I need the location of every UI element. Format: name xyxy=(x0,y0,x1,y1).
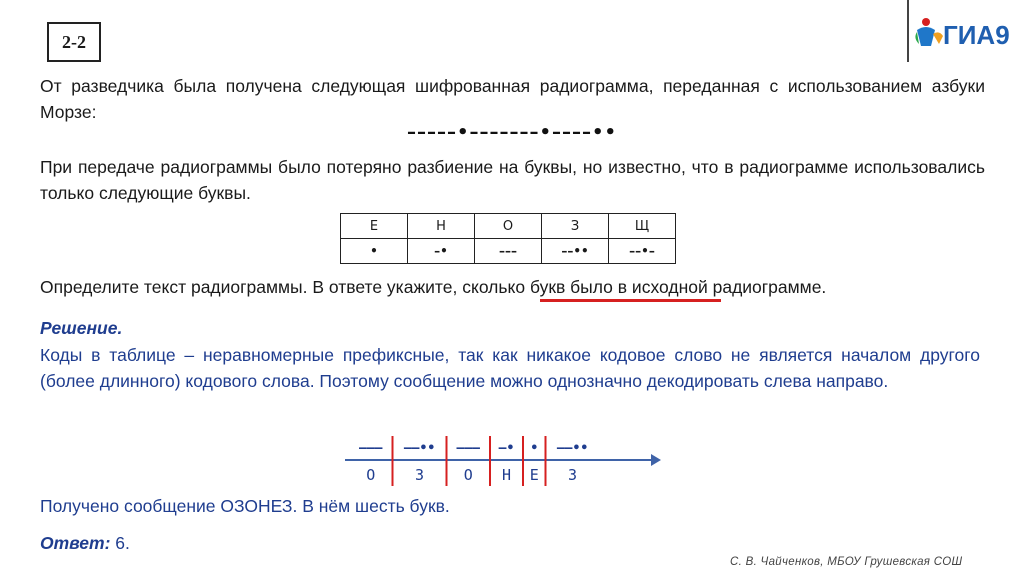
highlight-underline xyxy=(540,299,721,302)
decoding-diagram xyxy=(345,434,665,488)
segment-code: ––•• xyxy=(403,441,436,456)
table-cell-letter: Е xyxy=(341,214,408,239)
table-cell-letter: З xyxy=(542,214,609,239)
solution-title: Решение. xyxy=(40,318,123,338)
table-row-letters xyxy=(341,214,676,239)
morse-message: –––––•–––––––•––––•• xyxy=(406,122,618,143)
gia9-logo xyxy=(905,0,1024,62)
table-row-codes xyxy=(341,239,676,264)
segment-code: ––– xyxy=(456,441,480,456)
segment-letter: З xyxy=(414,466,425,484)
logo-text: ГИА9 xyxy=(943,20,1010,50)
question-text-before: Определите текст радиограммы. В ответе укажите, xyxy=(40,277,463,297)
segment-letter: Н xyxy=(501,466,512,484)
segment-letter: З xyxy=(567,466,578,484)
table-cell-code: –• xyxy=(408,239,475,264)
question-text-after: в исходной радиограмме. xyxy=(612,277,827,297)
segment-code: ––•• xyxy=(556,441,589,456)
segment-letter: О xyxy=(366,466,376,484)
decode-arrow-head xyxy=(651,454,661,466)
table-cell-letter: Щ xyxy=(609,214,676,239)
solution-result: Получено сообщение ОЗОНЕЗ. В нём шесть букв. xyxy=(40,496,450,516)
problem-middle: При передаче радиограммы было потеряно разбиение на буквы, но известно, что в радиограмме использовались только следующие буквы. xyxy=(40,157,985,203)
table-cell-letter: Н xyxy=(408,214,475,239)
problem-intro: От разведчика была получена следующая шифрованная радиограмма, переданная с использованием азбуки Морзе: xyxy=(40,76,985,122)
table-cell-code: ––– xyxy=(475,239,542,264)
table-cell-code: ––•• xyxy=(542,239,609,264)
morse-code-table xyxy=(340,213,676,264)
task-number: 2-2 xyxy=(62,31,86,52)
segment-code: • xyxy=(530,441,539,456)
problem-question xyxy=(40,274,1000,300)
segment-letter: О xyxy=(463,466,473,484)
answer-label: Ответ: xyxy=(40,533,111,553)
solution-text: Коды в таблице – неравномерные префиксные, так как никакое кодовое слово не является началом другого (более длинного) кодового слова. Поэтому сообщение можно однозначно декодировать слева направо. xyxy=(40,345,980,391)
table-cell-code: • xyxy=(341,239,408,264)
segment-code: –• xyxy=(498,441,515,456)
table-cell-letter: О xyxy=(475,214,542,239)
footer-credit: С. В. Чайченков, МБОУ Грушевская СОШ xyxy=(730,556,963,568)
table-cell-code: ––•– xyxy=(609,239,676,264)
answer xyxy=(40,533,130,554)
segment-code: ––– xyxy=(359,441,383,456)
question-highlight: сколько букв было xyxy=(462,277,613,297)
answer-value: 6. xyxy=(110,533,130,553)
decoding-diagram-graphic xyxy=(345,434,665,488)
task-number-box xyxy=(47,22,101,62)
gia9-logo-graphic xyxy=(905,0,1024,62)
segment-letter: Е xyxy=(529,466,539,484)
